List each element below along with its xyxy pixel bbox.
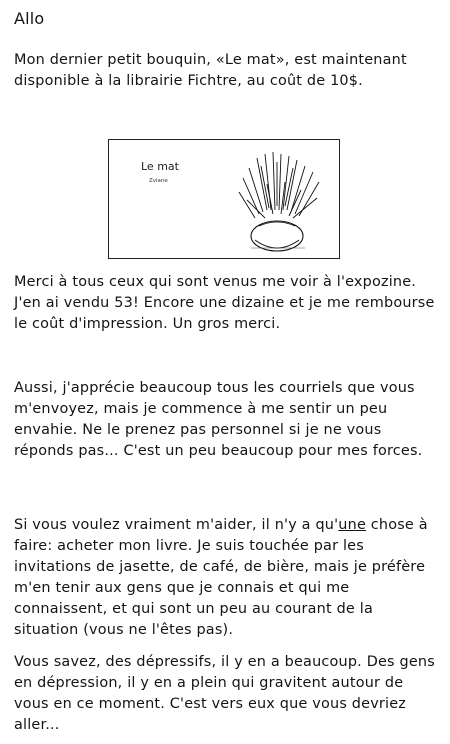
paragraph-emails: Aussi, j'apprécie beaucoup tous les courriels que vous m'envoyez, mais je commence à me sentir un peu envahie. Ne le prenez pas personnel si je ne vous réponds pas... C'est un peu beaucoup pour mes forces. [14,380,423,459]
paragraph-thanks: Merci à tous ceux qui sont venus me voir à l'expozine. J'en ai vendu 53! Encore une dizaine et je me rembourse le coût d'impression. Un gros merci. [14,274,435,332]
help-text-emphasis: une [338,517,366,533]
greeting: Allo [14,9,45,28]
book-cover-author: Zviane [149,178,168,184]
paragraph-announcement [14,50,440,92]
announcement-text: Mon dernier petit bouquin, «Le mat», est maintenant disponible à la librairie Fichtre, au coût de 10$. [14,52,407,89]
paragraph-help [14,515,440,641]
cover-illustration [237,148,332,256]
help-text-start: Si vous voulez vraiment m'aider, il n'y a qu' [14,517,339,533]
help-text-end: chose à faire: acheter mon livre. Je suis touchée par les invitations de jasette, de café, de bière, mais je préfère m'en tenir aux gens que je connais et qui me connaissent, et qui sont un peu au courant de la situation (vous ne l'êtes pas). [14,517,428,638]
book-cover-image [108,139,340,259]
paragraph-depression: Vous savez, des dépressifs, il y en a beaucoup. Des gens en dépression, il y en a plein qui gravitent autour de vous en ce moment. C'est vers eux que vous devriez aller... [14,654,435,733]
book-cover-title: Le mat [141,160,179,173]
